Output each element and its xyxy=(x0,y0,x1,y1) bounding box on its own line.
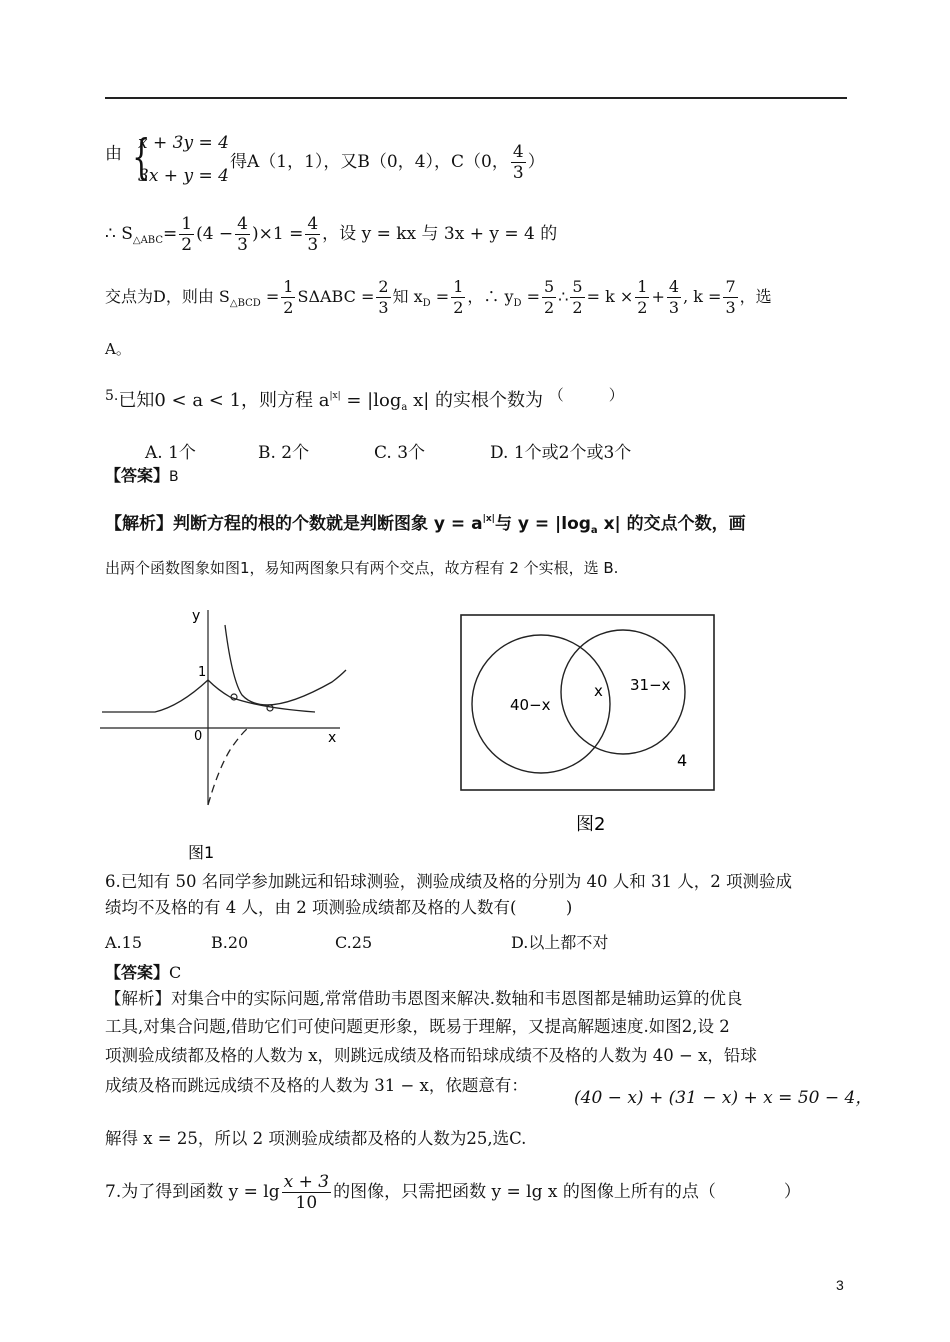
y-axis-label: y xyxy=(192,608,201,624)
q5-option-a: A. 1个 xyxy=(145,443,196,463)
fraction: $\frac{4}{3}$ xyxy=(237,214,248,255)
choice-a-line: A。 xyxy=(105,340,131,358)
fraction: $\frac{4}{3}$ xyxy=(668,277,680,317)
system-eq1: x + 3y = 4 xyxy=(138,133,229,153)
log-curve-upper xyxy=(225,625,346,705)
q6-option-a: A.15 xyxy=(105,933,142,952)
figure-2 xyxy=(458,612,723,842)
figure-1 xyxy=(100,600,350,865)
figure-1-caption: 图1 xyxy=(188,843,215,862)
q6-line1: 6.已知有 50 名同学参加跳远和铅球测验，测验成绩及格的分别为 40 人和 31 人，2 项测验成 xyxy=(105,872,792,891)
q6-options xyxy=(105,932,608,954)
fraction: $\frac{1}{2}$ xyxy=(453,277,464,317)
q6-analysis-line1: 【解析】对集合中的实际问题,常常借助韦恩图来解决.数轴和韦恩图都是辅助运算的优良 xyxy=(105,989,743,1008)
q6-option-d: D.以上都不对 xyxy=(511,933,609,952)
fraction: $\frac{7}{3}$ xyxy=(725,277,736,317)
q5-analysis-line2: 出两个函数图象如图1，易知两图象只有两个交点，故方程有 2 个实根，选 B. xyxy=(105,559,619,577)
figure-2-caption: 图2 xyxy=(576,814,606,835)
page-number: 3 xyxy=(836,1277,844,1293)
log-curve-dashed xyxy=(208,728,248,805)
fraction: $\frac{x + 3}{10}$ xyxy=(283,1172,330,1213)
system-prefix: 由 xyxy=(105,144,122,164)
q6-option-b: B.20 xyxy=(211,933,249,952)
region-middle-label: x xyxy=(594,682,603,700)
x-axis-label: x xyxy=(328,730,337,746)
origin-label: 0 xyxy=(194,729,203,744)
question-5: $^{5.}$已知0 < a < 1，则方程 $a^{|x|} = |\log_a$ x| 的实根个数为 （ ） xyxy=(105,386,624,413)
q6-option-c: C.25 xyxy=(335,933,373,952)
q5-option-c: C. 3个 xyxy=(374,443,426,463)
system-result: 得A（1，1），又B（0，4），C（0， $\frac{4}{3}$ ） xyxy=(230,142,545,183)
q6-answer: 【答案】C xyxy=(105,963,182,982)
q6-analysis-line3: 项测验成绩都及格的人数为 x，则跳远成绩及格而铅球成绩不及格的人数为 40 − x，铅球 xyxy=(105,1046,757,1065)
fraction: $\frac{1}{2}$ xyxy=(637,277,648,317)
q5-answer: 【答案】B xyxy=(105,466,179,485)
region-outside-label: 4 xyxy=(677,751,688,770)
tick-one: 1 xyxy=(198,665,207,680)
fraction: $\frac{1}{2}$ xyxy=(181,214,193,255)
fraction: $\frac{5}{2}$ xyxy=(544,277,555,317)
q6-line2: 绩均不及格的有 4 人，由 2 项测验成绩都及格的人数有( ) xyxy=(105,898,573,917)
fraction: $\frac{4}{3}$ xyxy=(307,214,319,255)
q6-analysis-line4: 成绩及格而跳远成绩不及格的人数为 31 − x，依题意有： xyxy=(105,1076,528,1095)
region-left-label: 40−x xyxy=(510,696,551,714)
system-eq2: 3x + y = 4 xyxy=(138,166,229,186)
fraction: $\frac{4}{3}$ xyxy=(512,142,524,183)
area-formula: ∴ $S_{\triangle ABC}=$ $\frac{1}{2}$ (4 − $\frac{4}{3}$ )×1 = $\frac{4}{3}$ ，设 y = kx 与 3x + y = 4 的 xyxy=(105,214,558,255)
fraction: $\frac{2}{3}$ xyxy=(378,277,389,317)
q6-analysis-line2: 工具,对集合问题,借助它们可使问题更形象，既易于理解，又提高解题速度.如图2,设 2 xyxy=(105,1017,730,1036)
region-right-label: 31−x xyxy=(630,676,671,694)
q6-analysis-line5: 解得 x = 25，所以 2 项测验成绩都及格的人数为25,选C. xyxy=(105,1129,527,1148)
q6-equation: (40 − x) + (31 − x) + x = 50 − 4， xyxy=(574,1088,873,1108)
point-d-formula: 交点为D，则由 $S_{\triangle BCD}$ = $\frac{1}{2}$ SΔABC = $\frac{2}{3}$ 知 $x_D$ = $\frac{1}{2}$ ，∴ $y_D$ = $\frac{5}{2}$ ∴ $\frac{5}{2}$ = k × $\frac{1}{2}$ + $\frac{4}{3}$ , k = $\frac{7}{3}$ ，选 xyxy=(105,277,772,317)
q5-option-b: B. 2个 xyxy=(258,443,310,463)
q5-option-d: D. 1个或2个或3个 xyxy=(490,443,632,463)
system-brace: { xyxy=(132,129,151,185)
fraction: $\frac{5}{2}$ xyxy=(572,277,583,317)
fraction: $\frac{1}{2}$ xyxy=(283,277,294,317)
intersection-point-2 xyxy=(267,705,273,711)
header-rule xyxy=(105,97,847,99)
q5-analysis-line1: 【解析】判断方程的根的个数就是判断图象 $y = a^{|x|}$与 $y = |\log_a$ x| 的交点个数，画 xyxy=(105,514,746,536)
question-7: 7.为了得到函数 y = lg $\frac{x + 3}{10}$ 的图像，只需把函数 y = lg x 的图像上所有的点（ ） xyxy=(105,1172,801,1213)
